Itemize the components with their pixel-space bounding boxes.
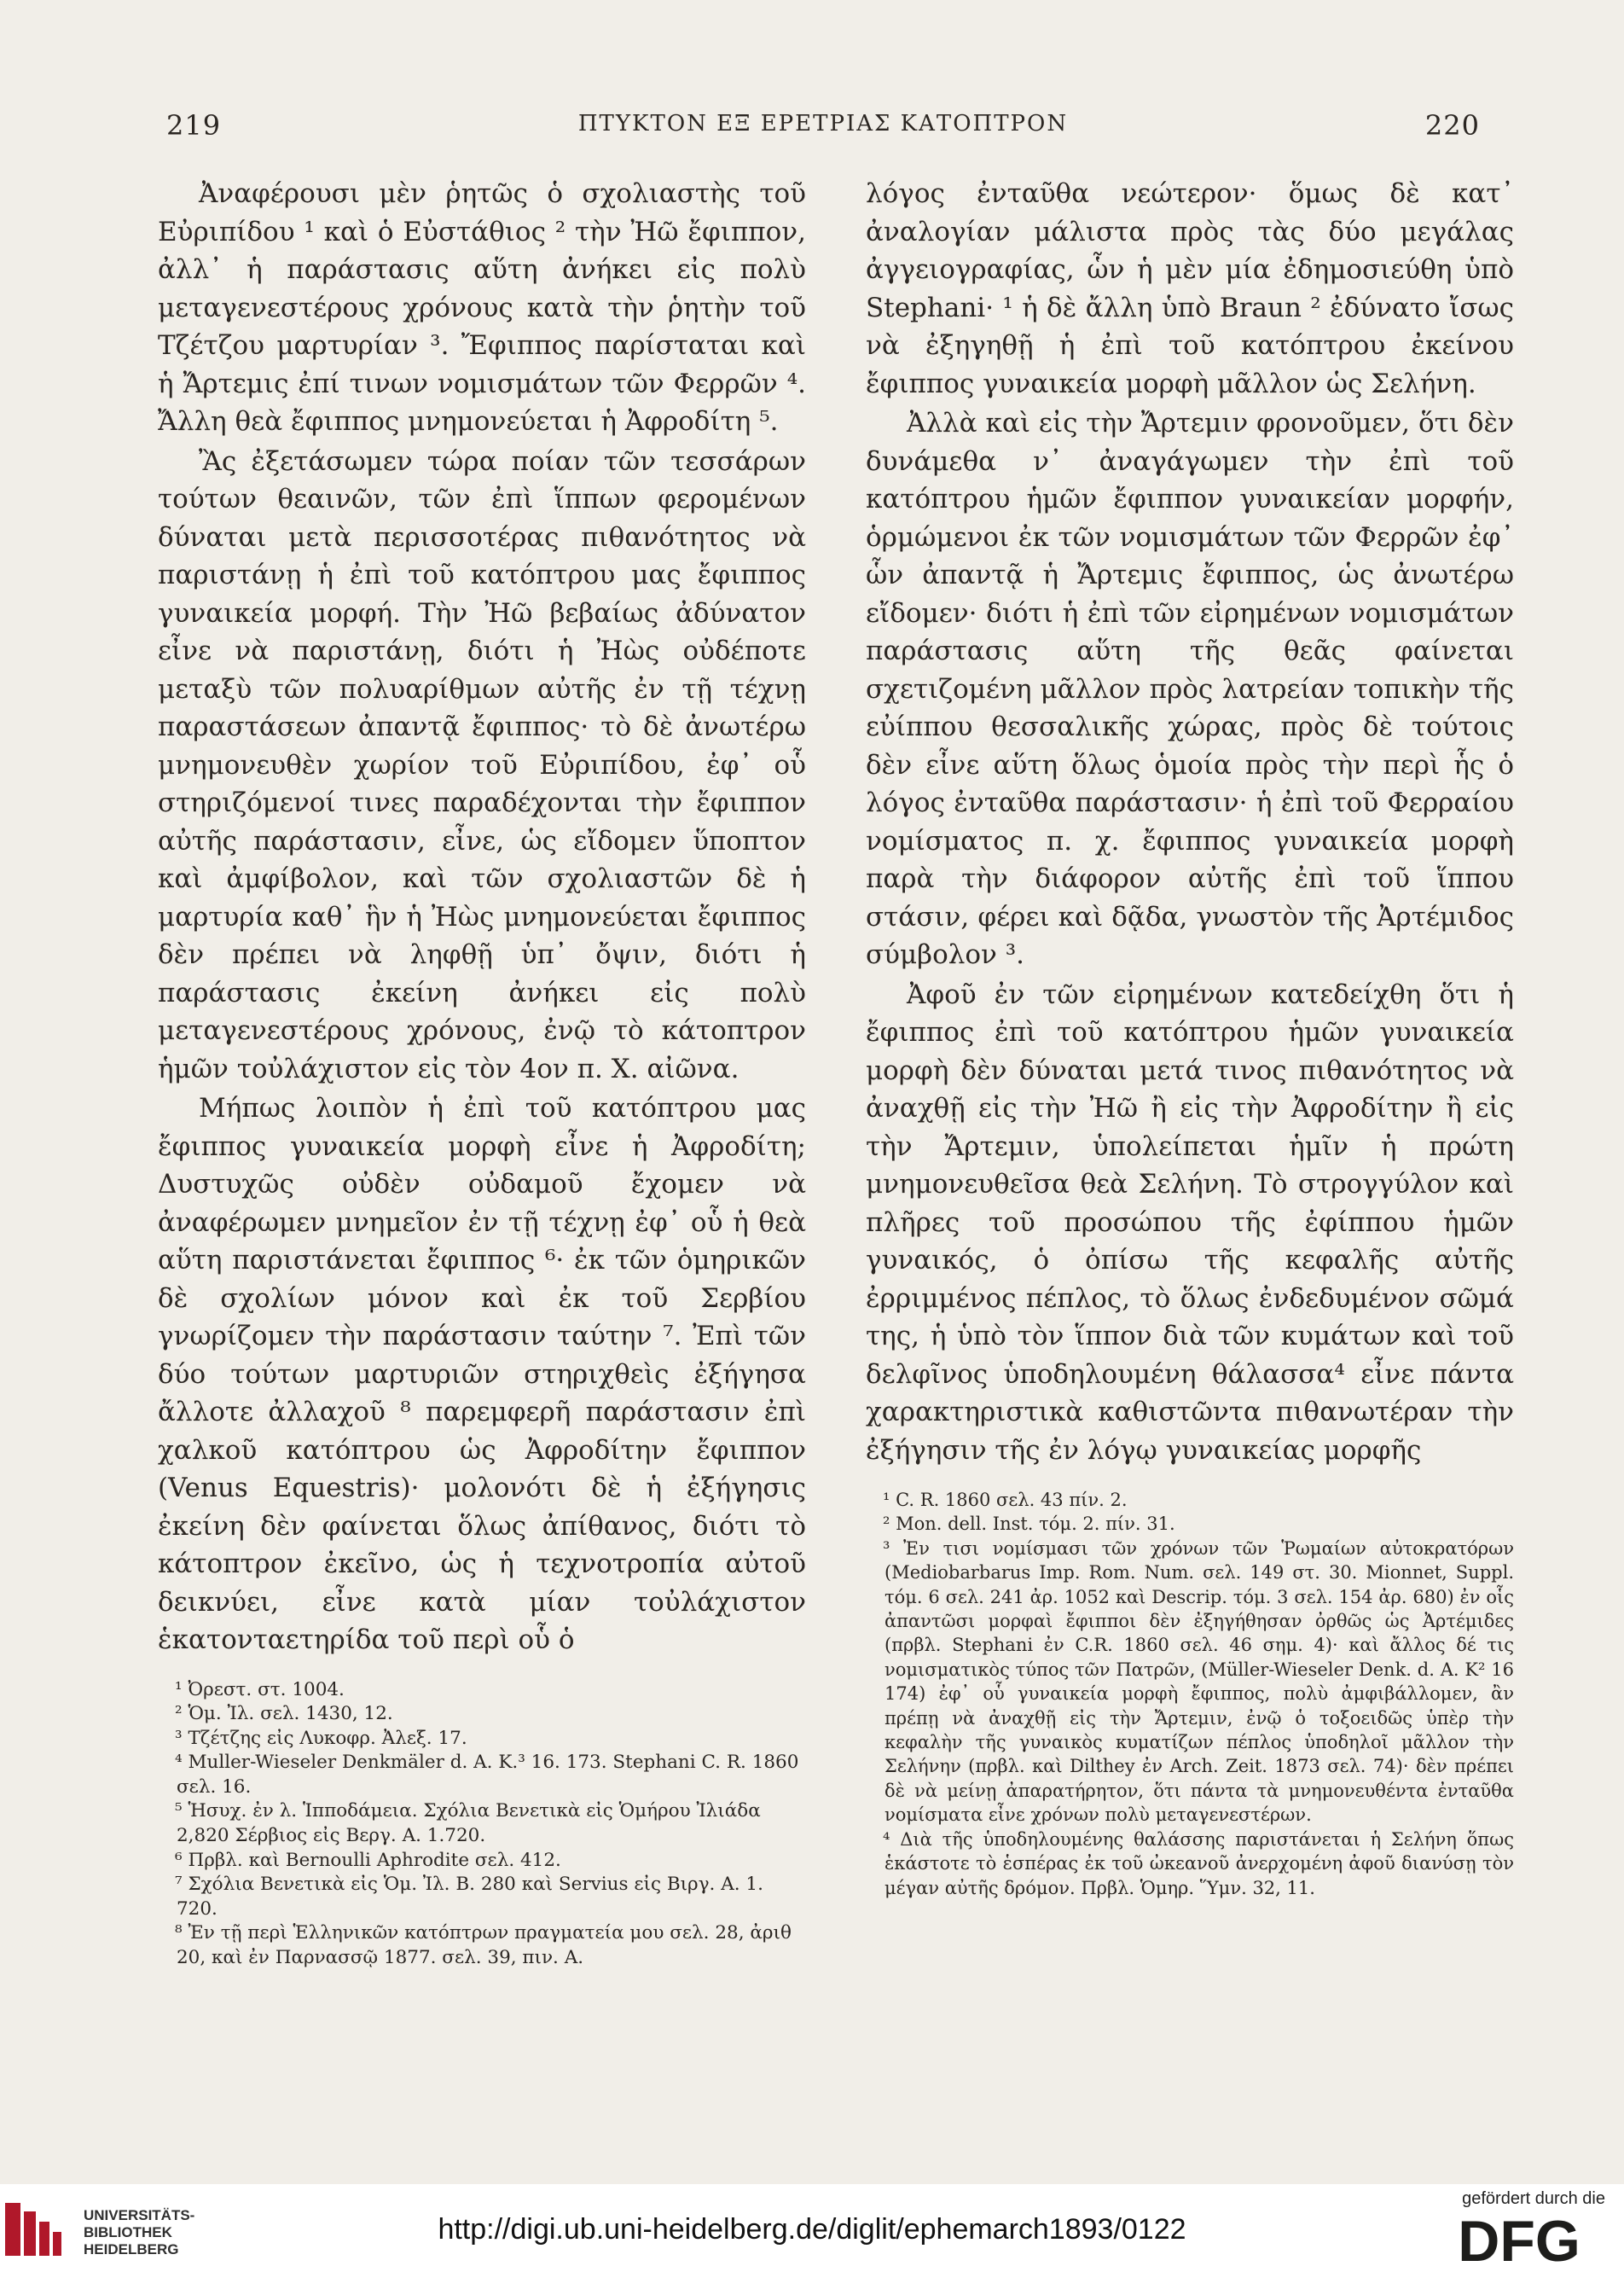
footnote: ¹ C. R. 1860 σελ. 43 πίν. 2. (883, 1490, 1128, 1510)
permalink-url[interactable]: http://digi.ub.uni-heidelberg.de/diglit/ephemarch1893/0122 (438, 2213, 1186, 2246)
footnotes-left (158, 1678, 806, 1971)
paragraph: λόγος ἐνταῦθα νεώτερον· ὅμως δὲ κατ᾽ ἀναλογίαν μάλιστα πρὸς τὰς δύο μεγάλας ἀγγειογραφίας, ὧν ἡ μὲν μία ἐδημοσιεύθη ὑπὸ Stephani· ¹ ἡ δὲ ἄλλη ὑπὸ Braun ² ἐδύνατο ἴσως νὰ ἐξηγηθῇ ἡ ἐπὶ τοῦ κατόπτρου ἐκείνου ἔφιππος γυναικεία μορφὴ μᾶλλον ὡς Σελήνη. (866, 178, 1514, 399)
running-title: ΠΤΥΚΤΟΝ ΕΞ ΕΡΕΤΡΙΑΣ ΚΑΤΟΠΤΡΟΝ (577, 111, 1069, 137)
paragraph: Ἀφοῦ ἐν τῶν εἰρημένων κατεδείχθη ὅτι ἡ ἔφιππος ἐπὶ τοῦ κατόπτρου ἡμῶν γυναικεία μορφὴ δὲν δύναται μετά τινος πιθανότητος νὰ ἀναχθῇ εἰς τὴν Ἠῶ ἢ εἰς τὴν Ἀφροδίτην ἢ εἰς τὴν Ἄρτεμιν, ὑπολείπεται ἡμῖν ἡ πρώτη μνημονευθεῖσα θεὰ Σελήνη. Τὸ στρογγύλον καὶ πλῆρες τοῦ προσώπου τῆς ἐφίππου ἡμῶν γυναικός, ὁ ὀπίσω τῆς κεφαλῆς αὐτῆς ἐρριμμένος πέπλος, τὸ ὅλως ἐνδεδυμένον σῶμά της, ἡ ὑπὸ τὸν ἵππον διὰ τῶν κυμάτων καὶ τοῦ δελφῖνος ὑποδηλουμένη θάλασσα⁴ εἶνε πάντα χαρακτηριστικὰ καθιστῶντα πιθανωτέραν τὴν ἐξήγησιν τῆς ἐν λόγῳ γυναικείας μορφῆς (866, 979, 1514, 1466)
left-column (158, 175, 806, 1971)
footnote: ² Ὁμ. Ἰλ. σελ. 1430, 12. (175, 1703, 393, 1725)
sponsor-label: gefördert durch die (1462, 2189, 1605, 2208)
dfg-logo-text: DFG (1458, 2213, 1580, 2266)
footnote: ¹ Ὀρεστ. στ. 1004. (175, 1678, 345, 1700)
footnote: ⁴ Διὰ τῆς ὑποδηλουμένης θαλάσσης παριστάνεται ἡ Σελήνη ὅπως ἑκάστοτε τὸ ἑσπέρας ἐκ τοῦ ὠκεανοῦ ἀνερχομένη ἀφοῦ διανύσῃ τὸν μέγαν αὐτῆς δρόμον. Πρβλ. Ὁμηρ. Ὕμν. 32, 11. (883, 1828, 1514, 1898)
paragraph: Μήπως λοιπὸν ἡ ἐπὶ τοῦ κατόπτρου μας ἔφιππος γυναικεία μορφὴ εἶνε ἡ Ἀφροδίτη; Δυστυχῶς οὐδὲν οὐδαμοῦ ἔχομεν νὰ ἀναφέρωμεν μνημεῖον ἐν τῇ τέχνῃ ἐφ᾽ οὗ ἡ θεὰ αὕτη παριστάνεται ἔφιππος ⁶· ἐκ τῶν ὁμηρικῶν δὲ σχολίων μόνον καὶ ἐκ τοῦ Σερβίου γνωρίζομεν τὴν παράστασιν ταύτην ⁷. Ἐπὶ τῶν δύο τούτων μαρτυριῶν στηριχθεὶς ἐξήγησα ἄλλοτε ἀλλαχοῦ ⁸ παρεμφερῆ παράστασιν ἐπὶ χαλκοῦ κατόπτρου ὡς Ἀφροδίτην ἔφιππον (Venus Equestris)· μολονότι δὲ ἡ ἐξήγησις ἐκείνη δὲν φαίνεται ὅλως ἀπίθανος, διότι τὸ κάτοπτρον ἐκεῖνο, ὡς ἡ τεχνοτροπία αὐτοῦ δεικνύει, εἶνε κατὰ μίαν τοὐλάχιστον ἑκατονταετηρίδα τοῦ περὶ οὗ ὁ (158, 1093, 806, 1655)
paragraph: Ἀλλὰ καὶ εἰς τὴν Ἄρτεμιν φρονοῦμεν, ὅτι δὲν δυνάμεθα ν᾽ ἀναγάγωμεν τὴν ἐπὶ τοῦ κατόπτρου ἡμῶν ἔφιππον γυναικείαν μορφήν, ὁρμώμενοι ἐκ τῶν νομισμάτων τῶν Φερρῶν ἐφ᾽ ὧν ἀπαντᾷ ἡ Ἄρτεμις ἔφιππος, ὡς ἀνωτέρω εἴδομεν· διότι ἡ ἐπὶ τῶν εἰρημένων νομισμάτων παράστασις αὕτη τῆς θεᾶς φαίνεται σχετιζομένη μᾶλλον πρὸς λατρείαν τοπικὴν τῆς εὐίππου θεσσαλικῆς χώρας, πρὸς δὲ τούτοις δὲν εἶνε αὕτη ὅλως ὁμοία πρὸς τὴν περὶ ἧς ὁ λόγος ἐνταῦθα παράστασιν· ἡ ἐπὶ τοῦ Φερραίου νομίσματος π. χ. ἔφιππος γυναικεία μορφὴ παρὰ τὴν διάφορον αὐτῆς ἐπὶ τοῦ ἵππου στάσιν, φέρει καὶ δᾷδα, γνωστὸν τῆς Ἀρτέμιδος σύμβολον ³. (866, 408, 1514, 970)
footnote: ⁷ Σχόλια Βενετικὰ εἰς Ὁμ. Ἰλ. Β. 280 καὶ Servius εἰς Βιργ. Α. 1. 720. (175, 1874, 763, 1920)
footnote: ³ Ἐν τισι νομίσμασι τῶν χρόνων τῶν Ῥωμαίων αὐτοκρατόρων (Mediobarbarus Imp. Rom. Num. σελ. 149 στ. 30. Mionnet, Suppl. τόμ. 6 σελ. 241 ἀρ. 1052 καὶ Descrip. τόμ. 3 σελ. 154 ἀρ. 680) ἐν οἷς ἀπαντῶσι μορφαὶ ἔφιπποι δὲν ἐξηγήθησαν ὀρθῶς ὡς Ἀρτέμιδες (πρβλ. Stephani ἐν C.R. 1860 σελ. 46 σημ. 4)· καὶ ἄλλος δέ τις νομισματικὸς τύπος τῶν Πατρῶν, (Müller-Wieseler Denk. d. A. K² 16 174) ἐφ᾽ οὗ γυναικεία μορφὴ ἔφιππος, πολὺ ἀμφιβάλλομεν, ἂν πρέπῃ νὰ ἀναχθῇ εἰς τὴν Ἄρτεμιν, ἐνῷ ὁ τοξοειδῶς ὑπὲρ τὴν κεφαλὴν τῆς γυναικὸς κυματίζων πέπλος ὑποδηλοῖ μᾶλλον τὴν Σελήνην (πρβλ. καὶ Dilthey ἐν Arch. Zeit. 1873 σελ. 74)· δὲν πρέπει δὲ νὰ μείνῃ ἀπαρατήρητον, ὅτι πάντα τὰ μνημονευθέντα ἐνταῦθα νομίσματα εἶνε χρόνων πολὺ μεταγενεστέρων. (883, 1537, 1514, 1826)
dfg-logo-icon (1431, 2213, 1607, 2266)
footnote: ⁴ Muller-Wieseler Denkmäler d. A. K.³ 16. 173. Stephani C. R. 1860 σελ. 16. (175, 1752, 799, 1798)
page-number-right: 220 (1424, 109, 1480, 142)
paragraph: Ἂς ἐξετάσωμεν τώρα ποίαν τῶν τεσσάρων τούτων θεαινῶν, τῶν ἐπὶ ἵππων φερομένων δύναται μετὰ περισσοτέρας πιθανότητος νὰ παριστάνῃ ἡ ἐπὶ τοῦ κατόπτρου μας ἔφιππος γυναικεία μορφή. Τὴν Ἠῶ βεβαίως ἀδύνατον εἶνε νὰ παριστάνῃ, διότι ἡ Ἠὼς οὐδέποτε μεταξὺ τῶν πολυαρίθμων αὐτῆς ἐν τῇ τέχνῃ παραστάσεων ἀπαντᾷ ἔφιππος· τὸ δὲ ἀνωτέρω μνημονευθὲν χωρίον τοῦ Εὐριπίδου, ἐφ᾽ οὗ στηριζόμενοί τινες παραδέχονται τὴν ἔφιππον αὐτῆς παράστασιν, εἶνε, ὡς εἴδομεν ὕποπτον καὶ ἀμφίβολον, καὶ τῶν σχολιαστῶν δὲ ἡ μαρτυρία καθ᾽ ἣν ἡ Ἠὼς μνημονεύεται ἔφιππος δὲν πρέπει νὰ ληφθῇ ὑπ᾽ ὄψιν, διότι ἡ παράστασις ἐκείνη ἀνήκει εἰς πολὺ μεταγενεστέρους χρόνους, ἐνῷ τὸ κάτοπτρον ἡμῶν τοὐλάχιστον εἰς τὸν 4ον π. Χ. αἰῶνα. (158, 445, 806, 1084)
running-header (166, 109, 1480, 143)
footnote: ² Mon. dell. Inst. τόμ. 2. πίν. 31. (883, 1514, 1175, 1535)
page-number-left: 219 (166, 109, 222, 142)
footnote: ⁸ Ἐν τῇ περὶ Ἑλληνικῶν κατόπτρων πραγματεία μου σελ. 28, ἀριθ 20, καὶ ἐν Παρνασσῷ 1877. σελ. 39, πιν. Α. (175, 1922, 792, 1969)
footnotes-right (866, 1488, 1514, 1900)
footnote: ³ Τζέτζης εἰς Λυκοφρ. Ἀλεξ. 17. (175, 1727, 467, 1749)
right-column (866, 175, 1514, 1900)
library-name: UNIVERSITÄTS- BIBLIOTHEK HEIDELBERG (84, 2207, 195, 2257)
footnote: ⁶ Πρβλ. καὶ Bernoulli Aphrodite σελ. 412. (175, 1849, 561, 1871)
footnote: ⁵ Ἡσυχ. ἐν λ. Ἱπποδάμεια. Σχόλια Βενετικὰ εἰς Ὁμήρου Ἰλιάδα 2,820 Σέρβιος εἰς Βεργ. Α. 1.720. (175, 1800, 761, 1847)
paragraph: Ἀναφέρουσι μὲν ῥητῶς ὁ σχολιαστὴς τοῦ Εὐριπίδου ¹ καὶ ὁ Εὐστάθιος ² τὴν Ἠῶ ἔφιππον, ἀλλ᾽ ἡ παράστασις αὕτη ἀνήκει εἰς πολὺ μεταγενεστέρους χρόνους κατὰ τὴν ῥητὴν τοῦ Τζέτζου μαρτυρίαν ³. Ἔφιππος παρίσταται καὶ ἡ Ἄρτεμις ἐπί τινων νομισμάτων τῶν Φερρῶν ⁴. Ἄλλη θεὰ ἔφιππος μνημονεύεται ἡ Ἀφροδίτη ⁵. (158, 178, 806, 437)
